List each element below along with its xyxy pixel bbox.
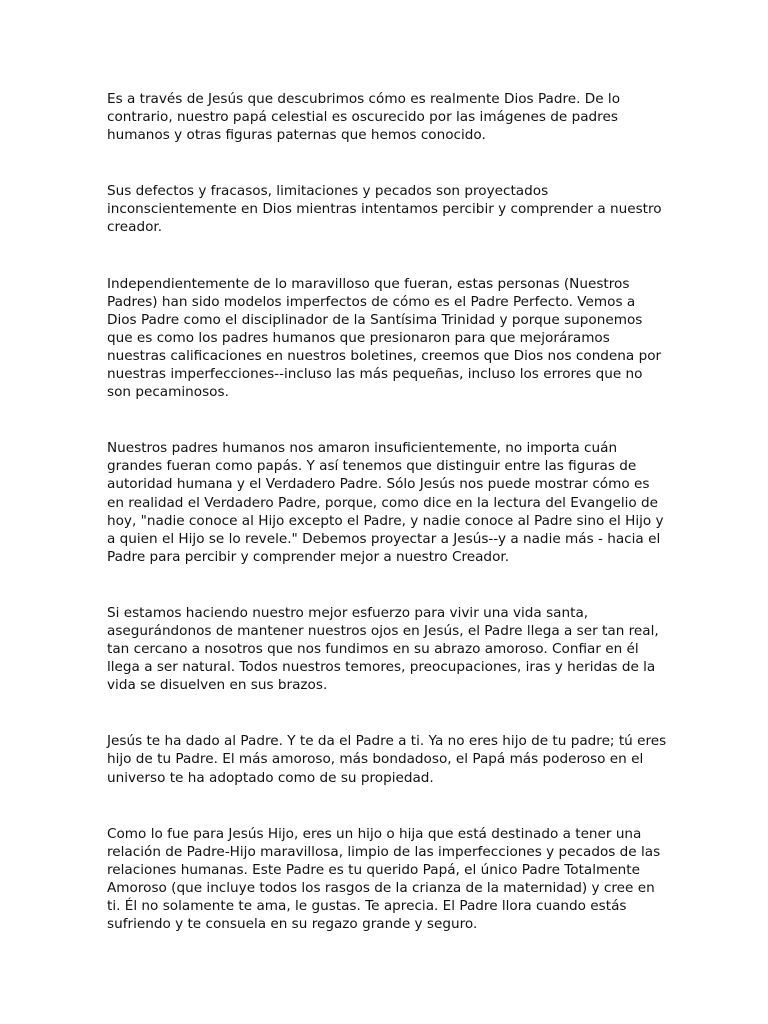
paragraph-6: Jesús te ha dado al Padre. Y te da el Padre a ti. Ya no eres hijo de tu padre; tú eres hijo de tu Padre. El más amoroso, más bondadoso, el Papá más poderoso en el universo te ha adoptado como de su propiedad. <box>107 733 667 786</box>
paragraph-3: Independientemente de lo maravilloso que fueran, estas personas (Nuestros Padres) han sido modelos imperfectos de cómo es el Padre Perfecto. Vemos a Dios Padre como el disciplinador de la Santísima Trinidad y porque suponemos que es como los padres humanos que presionaron para que mejoráramos nuestras calificaciones en nuestros boletines, creemos que Dios nos condena por nuestras imperfecciones--incluso las más pequeñas, incluso los errores que no son pecaminosos. <box>107 275 662 401</box>
paragraph-4: Nuestros padres humanos nos amaron insuficientemente, no importa cuán grandes fueran como papás. Y así tenemos que distinguir entre las figuras de autoridad humana y el Verdadero Padre. Sólo Jesús nos puede mostrar cómo es en realidad el Verdadero Padre, porque, como dice en la lectura del Evangelio de hoy, "nadie conoce al Hijo excepto el Padre, y nadie conoce al Padre sino el Hijo y a quien el Hijo se lo revele." Debemos proyectar a Jesús--y a nadie más - hacia el Padre para percibir y comprender mejor a nuestro Creador. <box>107 440 664 565</box>
paragraph-5: Si estamos haciendo nuestro mejor esfuerzo para vivir una vida santa, asegurándonos de mantener nuestros ojos en Jesús, el Padre llega a ser tan real, tan cercano a nosotros que nos fundimos en su abrazo amoroso. Confiar en él llega a ser natural. Todos nuestros temores, preocupaciones, iras y heridas de la vida se disuelven en sus brazos. <box>107 604 659 694</box>
paragraph-2: Sus defectos y fracasos, limitaciones y pecados son proyectados inconscientemente en Dios mientras intentamos percibir y comprender a nuestro creador. <box>107 183 662 236</box>
paragraph-1: Es a través de Jesús que descubrimos cómo es realmente Dios Padre. De lo contrario, nuestro papá celestial es oscurecido por las imágenes de padres humanos y otras figuras paternas que hemos conocido. <box>107 91 621 144</box>
document-body <box>107 90 667 933</box>
paragraph-7: Como lo fue para Jesús Hijo, eres un hijo o hija que está destinado a tener una relación de Padre-Hijo maravillosa, limpio de las imperfecciones y pecados de las relaciones humanas. Este Padre es tu querido Papá, el único Padre Totalmente Amoroso (que incluye todos los rasgos de la crianza de la maternidad) y cree en ti. Él no solamente te ama, le gustas. Te aprecia. El Padre llora cuando estás sufriendo y te consuela en su regazo grande y seguro. <box>107 825 661 933</box>
